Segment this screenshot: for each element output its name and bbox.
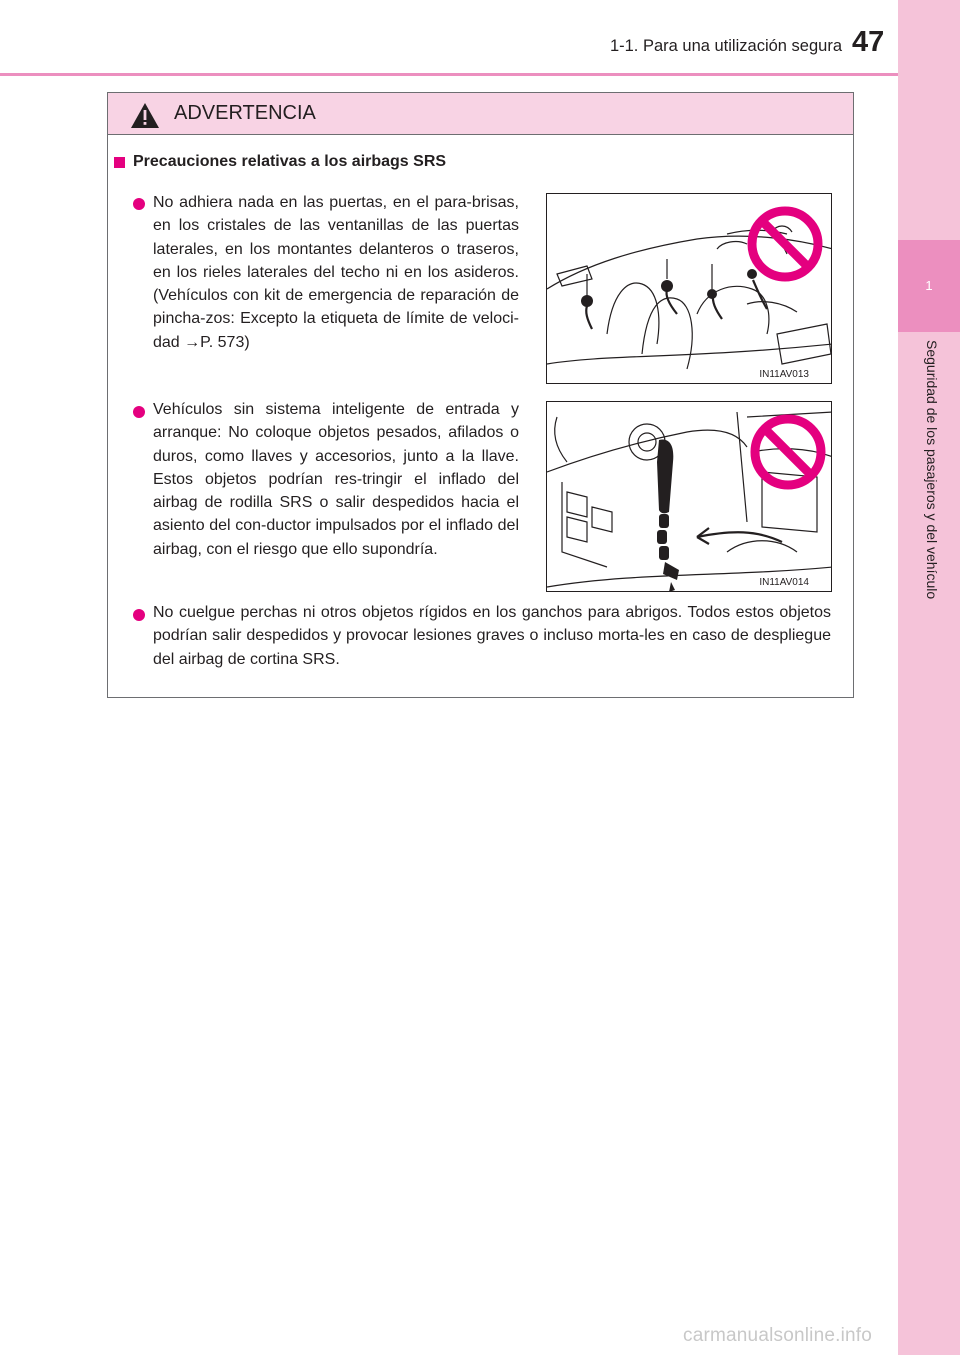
chapter-title: Seguridad de los pasajeros y del vehículo: [924, 340, 940, 600]
bullet-icon: [133, 609, 145, 621]
side-tab: [898, 0, 960, 1355]
warning-header: [108, 93, 853, 135]
prohibition-icon: [747, 206, 823, 282]
section-heading: [114, 153, 446, 171]
bullet-icon: [133, 406, 145, 418]
warning-item-1: No adhiera nada en las puertas, en el para-brisas, en los cristales de las ventanillas de las puertas laterales, en los montantes delanteros o traseros, en los rieles laterales del techo ni en los asideros. (Vehículos con kit de emergencia de reparación de pincha-zos: Excepto la etiqueta de límite de veloci-dad →P. 573): [153, 194, 519, 351]
bullet-icon: [133, 198, 145, 210]
header-rule: [0, 73, 898, 76]
warning-title: ADVERTENCIA: [174, 102, 316, 124]
square-bullet-icon: [114, 157, 125, 168]
warning-item-2: Vehículos sin sistema inteligente de entrada y arranque: No coloque objetos pesados, afilados o duros, como llaves y accesorios, junto a la llave. Estos objetos podrían res-tringir el inflado del airbag de rodilla SRS o salir despedidos hacia el asiento del con-ductor impulsados por el inflado del airbag, con el riesgo que ello supondría.: [153, 401, 519, 558]
warning-box: [107, 92, 854, 698]
watermark: carmanualsonline.info: [683, 1325, 873, 1346]
warning-item-3: No cuelgue perchas ni otros objetos rígidos en los ganchos para abrigos. Todos estos objetos podrían salir despedidos y provocar lesiones graves o incluso morta-les en caso de despliegue del airbag de cortina SRS.: [153, 604, 831, 668]
figure-code: IN11AV013: [759, 369, 809, 380]
figure-key: [546, 401, 832, 592]
figure-code: IN11AV014: [759, 577, 809, 588]
page-number: 47: [852, 26, 885, 58]
figure-interior: [546, 193, 832, 384]
chapter-number: 1: [898, 240, 960, 332]
prohibition-icon: [750, 414, 826, 490]
section-heading-text: Precauciones relativas a los airbags SRS: [133, 153, 447, 170]
warning-triangle-icon: [130, 102, 160, 129]
section-title: 1-1. Para una utilización segura: [609, 37, 842, 55]
